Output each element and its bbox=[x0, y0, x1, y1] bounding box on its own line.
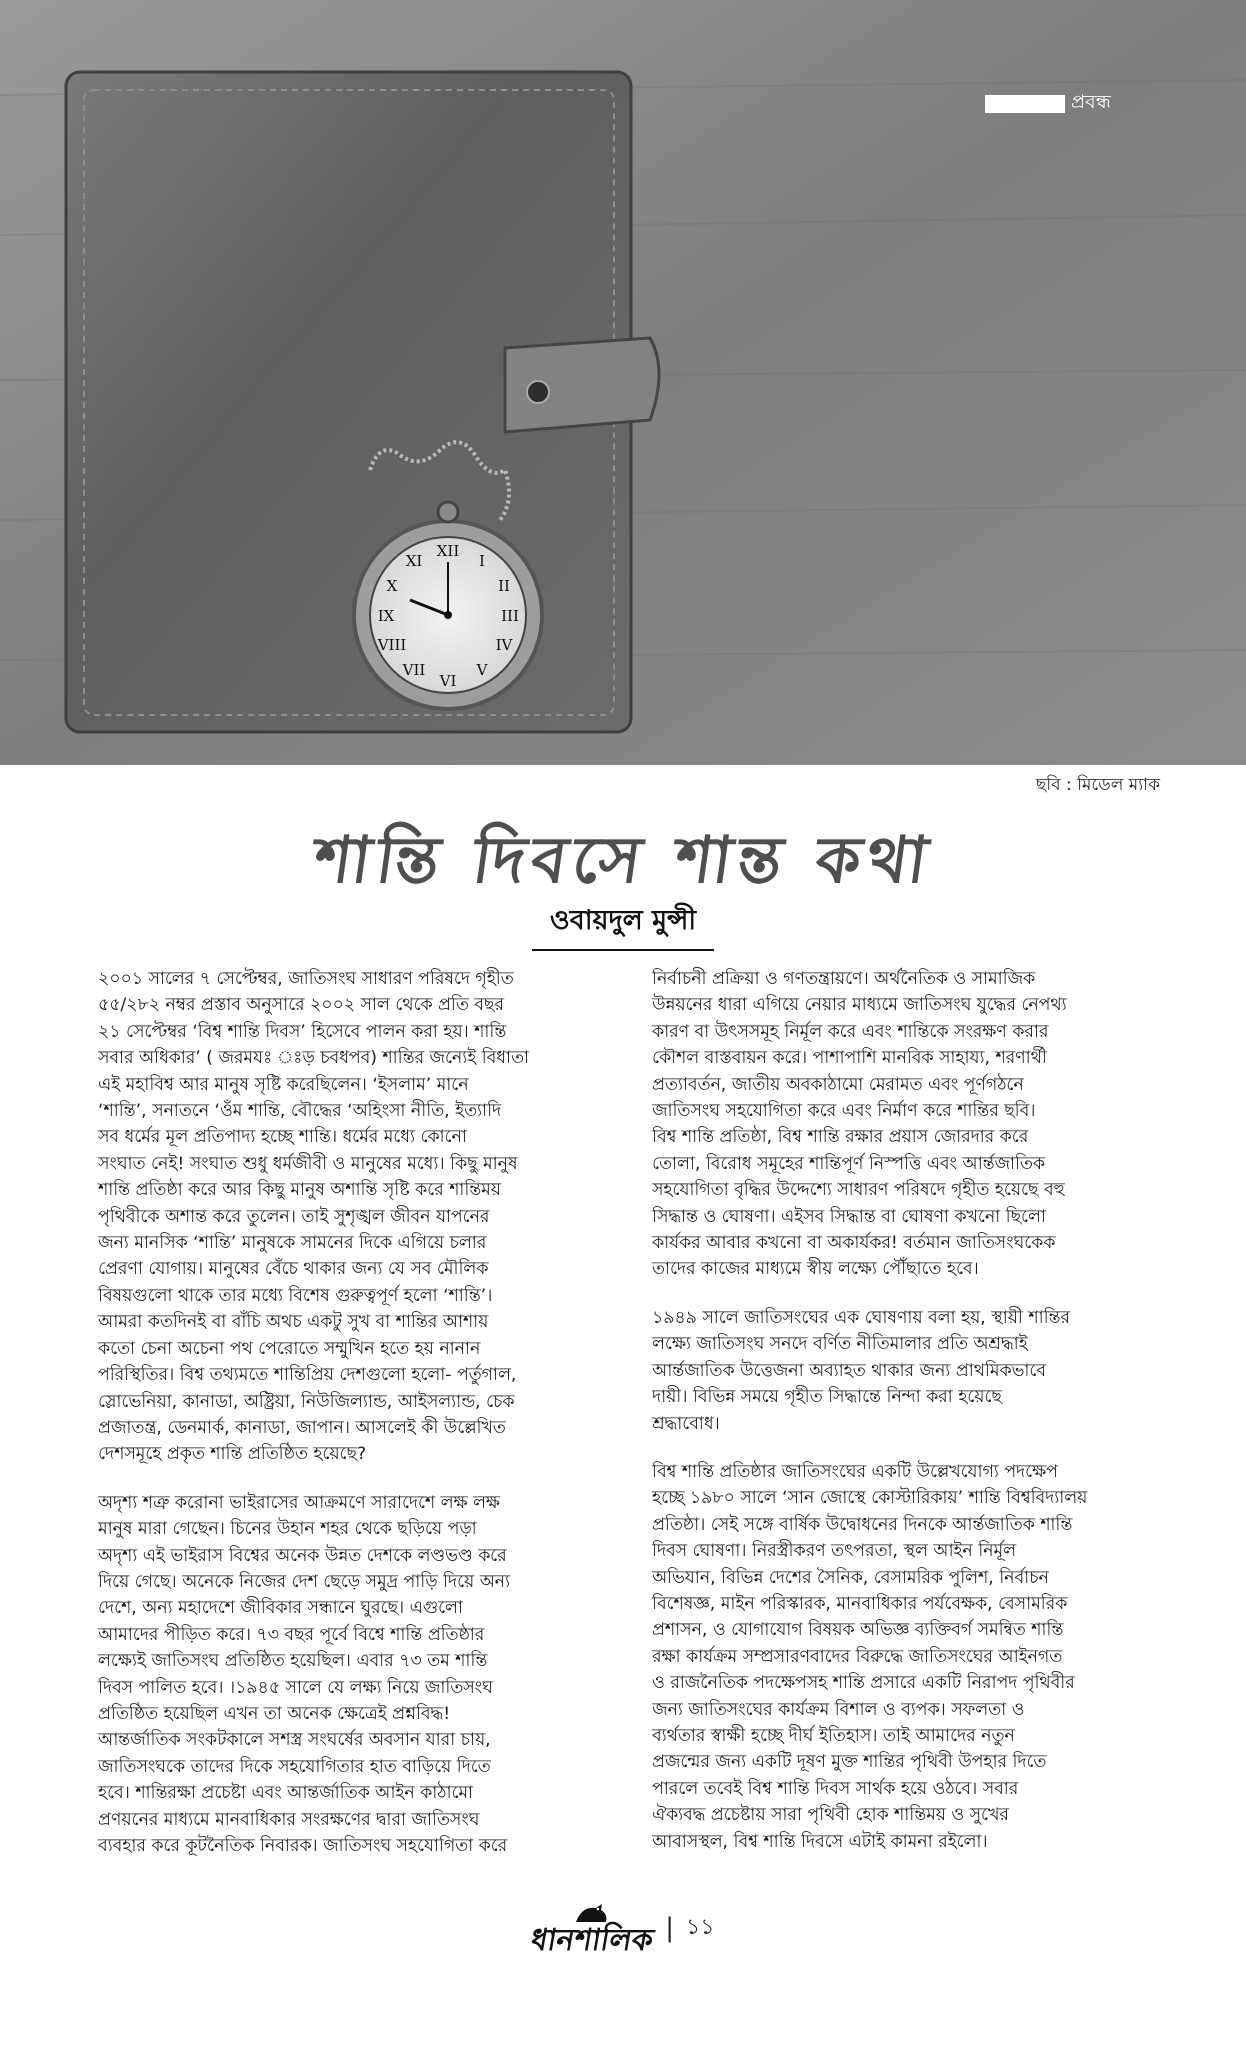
page-footer bbox=[0, 1900, 1246, 1956]
paragraph: নির্বাচনী প্রক্রিয়া ও গণতন্ত্রায়ণে। অর্থনৈতিক ও সামাজিক উন্নয়নের ধারা এগিয়ে নেয়ার মাধ্যমে জাতিসংঘ যুদ্ধের নেপথ্য কারণ বা উৎসসমূহ নির্মূল করে এবং শান্তিকে সংরক্ষণ করার কৌশল বাস্তবায়ন করে। পাশাপাশি মানবিক সাহায্য, শরণার্থী প্রত্যাবর্তন, জাতীয় অবকাঠামো মেরামত এবং পূর্ণগঠনে জাতিসংঘ সহযোগিতা করে এবং নির্মাণ করে শান্তির ছবি। বিশ্ব শান্তি প্রতিষ্ঠা, বিশ্ব শান্তি রক্ষার প্রয়াস জোরদার করে তোলা, বিরোধ সমূহের শান্তিপূর্ণ নিস্পত্তি এবং আর্ন্তজাতিক সহযোগিতা বৃদ্ধির উদ্দেশ্যে সাধারণ পরিষদে গৃহীত হয়েছে বহু সিদ্ধান্ত ও ঘোষণা। এইসব সিদ্ধান্ত বা ঘোষণা কখনো ছিলো কার্যকর আবার কখনো বা অকার্যকর! বর্তমান জাতিসংঘকেক তাদের কাজের মাধ্যমে স্বীয় লক্ষ্যে পৌঁছাতে হবে। bbox=[652, 969, 1067, 1280]
article-title: শান্তি দিবসে শান্ত কথা bbox=[309, 823, 939, 898]
magazine-name: ধানশালিক bbox=[528, 1923, 657, 1958]
svg-text:X: X bbox=[386, 577, 398, 595]
snap-button bbox=[527, 381, 549, 403]
article-column-right bbox=[652, 966, 1182, 1877]
section-tag-bar bbox=[985, 95, 1065, 113]
article-column-left bbox=[98, 966, 628, 1881]
magazine-logo bbox=[528, 1900, 657, 1958]
author-name: ওবায়দুল মুন্সী bbox=[532, 900, 714, 951]
photo-credit: ছবি : মিডেল ম্যাক bbox=[1035, 775, 1160, 795]
paragraph: অদৃশ্য শত্রু করোনা ভাইরাসের আক্রমণে সারাদেশে লক্ষ লক্ষ মানুষ মারা গেছেন। চিনের উহান শহর থেকে ছড়িয়ে পড়া অদৃশ্য এই ভাইরাস বিশ্বের অনেক উন্নত দেশকে লণ্ডভণ্ড করে দিয়ে গেছে। অনেকে নিজের দেশ ছেড়ে সমুদ্র পাড়ি দিয়ে অন্য দেশে, অন্য মহাদেশে জীবিকার সন্ধানে ঘুরছে। এগুলো আমাদের পীড়িত করে। ৭৩ বছর পূর্বে বিশ্বে শান্তি প্রতিষ্ঠার লক্ষ্যেই জাতিসংঘ প্রতিষ্ঠিত হয়েছিল। এবার ৭৩ তম শান্তি দিবস পালিত হবে। ।১৯৪৫ সালে যে লক্ষ্য নিয়ে জাতিসংঘ প্রতিষ্ঠিত হয়েছিল এখন তা অনেক ক্ষেত্রেই প্রশ্নবিদ্ধ! আন্তর্জাতিক সংকটকালে সশস্ত্র সংঘর্ষের অবসান যারা চায়, জাতিসংঘকে তাদের দিকে সহযোগিতার হাত বাড়িয়ে দিতে হবে। শান্তিরক্ষা প্রচেষ্টা এবং আন্তর্জাতিক আইন কাঠামো প্রণয়নের মাধ্যমে মানবাধিকার সংরক্ষণের দ্বারা জাতিসংঘ ব্যবহার করে কূটনৈতিক নিবারক। জাতিসংঘ সহযোগিতা করে bbox=[98, 1492, 510, 1856]
byline bbox=[0, 900, 1246, 951]
svg-text:IV: IV bbox=[495, 636, 513, 654]
svg-text:XII: XII bbox=[436, 542, 460, 560]
footer-separator: | bbox=[665, 1913, 674, 1943]
paragraph: ১৯৪৯ সালে জাতিসংঘের এক ঘোষণায় বলা হয়, স্থায়ী শান্তির লক্ষ্যে জাতিসংঘ সনদে বর্ণিত নীতিমালার প্রতি অশ্রদ্ধাই আর্ন্তজাতিক উত্তেজনা অব্যাহত থাকার জন্য প্রাথমিকভাবে দায়ী। বিভিন্ন সময়ে গৃহীত সিদ্ধান্তে নিন্দা করা হয়েছে শ্রদ্ধাবোধ। bbox=[652, 1307, 1070, 1434]
section-tag-label: প্রবন্ধ bbox=[1071, 91, 1111, 113]
svg-text:V: V bbox=[476, 661, 488, 679]
svg-text:III: III bbox=[501, 607, 519, 625]
svg-text:VII: VII bbox=[402, 661, 426, 679]
svg-text:I: I bbox=[479, 552, 485, 570]
svg-text:XI: XI bbox=[405, 552, 423, 570]
svg-text:IX: IX bbox=[377, 607, 395, 625]
notebook-strap bbox=[505, 338, 659, 432]
paragraph: ২০০১ সালের ৭ সেপ্টেম্বর, জাতিসংঘ সাধারণ পরিষদে গৃহীত ৫৫/২৮২ নম্বর প্রস্তাব অনুসারে ২০০২ সাল থেকে প্রতি বছর ২১ সেপ্টেম্বর ‘বিশ্ব শান্তি দিবস’ হিসেবে পালন করা হয়। শান্তি সবার অধিকার’ ( জরমযঃ ঃড় চবধপব) শান্তির জন্যেই বিধাতা এই মহাবিশ্ব আর মানুষ সৃষ্টি করেছিলেন। ‘ইসলাম’ মানে ‘শান্তি’, সনাতনে ‘ওঁম শান্তি, বৌদ্ধের ‘অহিংসা নীতি, ইত্যাদি সব ধর্মের মূল প্রতিপাদ্য হচ্ছে শান্তি। ধর্মের মধ্যে কোনো সংঘাত নেই! সংঘাত শুধু ধর্মজীবী ও মানুষের মধ্যে। কিছু মানুষ শান্তি প্রতিষ্ঠা করে আর কিছু মানুষ অশান্তি সৃষ্টি করে শান্তিময় পৃথিবীকে অশান্ত করে তুলেন। তাই সুশৃঙ্খল জীবন যাপনের জন্য মানসিক ‘শান্তি’ মানুষকে সামনের দিকে এগিয়ে চলার প্রেরণা যোগায়। মানুষের বেঁচে থাকার জন্য যে সব মৌলিক বিষয়গুলো থাকে তার মধ্যে বিশেষ গুরুত্বপূর্ণ হলো ‘শান্তি’। আমরা কতদিনই বা বাঁচি অথচ একটু সুখ বা শান্তির আশায় কতো চেনা অচেনা পথ পেরোতে সম্মুখিন হতে হয় নানান পরিস্থিতির। বিশ্ব তথ্যমতে শান্তিপ্রিয় দেশগুলো হলো- পর্তুগাল, স্লোভেনিয়া, কানাডা, অষ্ট্রিয়া, নিউজিল্যান্ড, আইসল্যান্ড, চেক প্রজাতন্ত্র, ডেনমার্ক, কানাডা, জাপান। আসলেই কী উল্লেখিত দেশসমূহে প্রকৃত শান্তি প্রতিষ্ঠিত হয়েছে? bbox=[98, 969, 529, 1465]
page-number: ১১ bbox=[686, 1914, 715, 1940]
svg-text:VI: VI bbox=[439, 672, 457, 690]
svg-text:VIII: VIII bbox=[377, 636, 407, 654]
paragraph: বিশ্ব শান্তি প্রতিষ্ঠার জাতিসংঘের একটি উল্লেখযোগ্য পদক্ষেপ হচ্ছে ১৯৮০ সালে ‘সান জোস্থে কোস্টারিকায়’ শান্তি বিশ্ববিদ্যালয় প্রতিষ্ঠা। সেই সঙ্গে বার্ষিক উদ্বোধনের দিনকে আর্ন্তজাতিক শান্তি দিবস ঘোষণা। নিরস্ত্রীকরণ তৎপরতা, স্থল আইন নির্মূল অভিযান, বিভিন্ন দেশের সৈনিক, বেসামরিক পুলিশ, নির্বাচন বিশেষজ্ঞ, মাইন পরিস্কারক, মানবাধিকার পর্যবেক্ষক, বেসামরিক প্রশাসন, ও যোগাযোগ বিষয়ক অভিজ্ঞ ব্যক্তিবর্গ সমন্বিত শান্তি রক্ষা কার্যক্রম সম্প্রসারণবাদের বিরুদ্ধে জাতিসংঘের আইনগত ও রাজনৈতিক পদক্ষেপসহ শান্তি প্রসারে একটি নিরাপদ পৃথিবীর জন্য জাতিসংঘের কার্যক্রম বিশাল ও ব্যপক। সফলতা ও ব্যর্থতার স্বাক্ষী হচ্ছে দীর্ঘ ইতিহাস। তাই আমাদের নতুন প্রজন্মের জন্য একটি দূষণ মুক্ত শান্তির পৃথিবী উপহার দিতে পারলে তবেই বিশ্ব শান্তি দিবস সার্থক হয়ে ওঠবে। সবার ঐক্যবদ্ধ প্রচেষ্টায় সারা পৃথিবী হোক শান্তিময় ও সুখের আবাসস্থল, বিশ্ব শান্তি দিবসে এটাই কামনা রইলো। bbox=[652, 1461, 1088, 1852]
section-tag bbox=[985, 88, 1111, 120]
svg-text:II: II bbox=[498, 577, 510, 595]
